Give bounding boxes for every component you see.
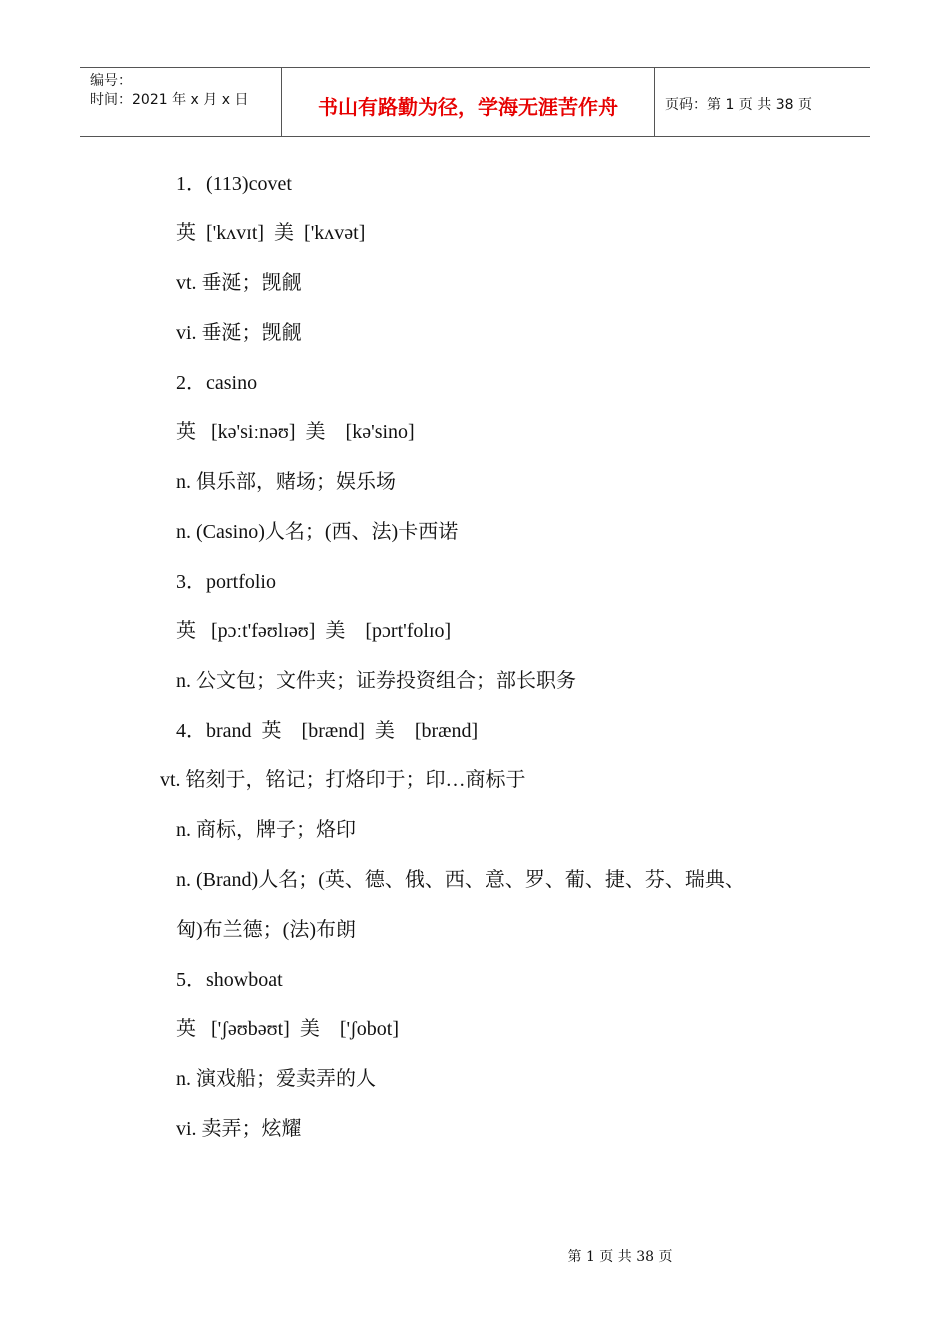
page-footer	[0, 1246, 950, 1266]
entry-line: 2．casino	[176, 372, 258, 394]
entry-line: vt. 垂涎；觊觎	[176, 272, 302, 294]
entry-line: 英 [pɔːt'fəʊlɪəʊ] 美 [pɔrt'folɪo]	[176, 620, 452, 642]
header-motto: 书山有路勤为径，学海无涯苦作舟	[282, 68, 655, 136]
entry-line: 英 ['ʃəʊbəʊt] 美 ['ʃobot]	[176, 1018, 399, 1040]
header-page-info: 页码：第 1 页 共 38 页	[665, 97, 812, 113]
entry-line: n. 公文包；文件夹；证券投资组合；部长职务	[176, 670, 576, 692]
entry-line: vi. 卖弄；炫耀	[176, 1118, 302, 1140]
entry-line: 3．portfolio	[176, 571, 276, 593]
entry-line: 5．showboat	[176, 969, 283, 991]
entry-line: vi. 垂涎；觊觎	[176, 322, 302, 344]
footer-page-number: 第 1 页 共 38 页	[567, 1249, 673, 1265]
entry-line: 1．(113)covet	[176, 173, 292, 195]
header-left-cell	[80, 68, 282, 136]
document-date: 时间：2021 年 x 月 x 日	[90, 92, 249, 108]
entry-line: n. 商标，牌子；烙印	[176, 819, 356, 841]
entry-line: 英 ['kʌvɪt] 美 ['kʌvət]	[176, 222, 366, 244]
entry-line: n. (Casino)人名；(西、法)卡西诺	[176, 521, 459, 543]
entry-line: n. 演戏船；爱卖弄的人	[176, 1068, 376, 1090]
entry-line: 4．brand 英 [brænd] 美 [brænd]	[176, 720, 479, 742]
entry-line: n. (Brand)人名；(英、德、俄、西、意、罗、葡、捷、芬、瑞典、	[176, 869, 745, 891]
entry-line: vt. 铭刻于，铭记；打烙印于；印…商标于	[160, 769, 526, 791]
entry-line: 英 [kə'siːnəʊ] 美 [kə'sino]	[176, 421, 415, 443]
entry-line: n. 俱乐部，赌场；娱乐场	[176, 471, 396, 493]
page-header	[80, 67, 870, 137]
document-number: 编号：	[90, 73, 132, 89]
entry-line: 匈)布兰德；(法)布朗	[176, 919, 356, 941]
